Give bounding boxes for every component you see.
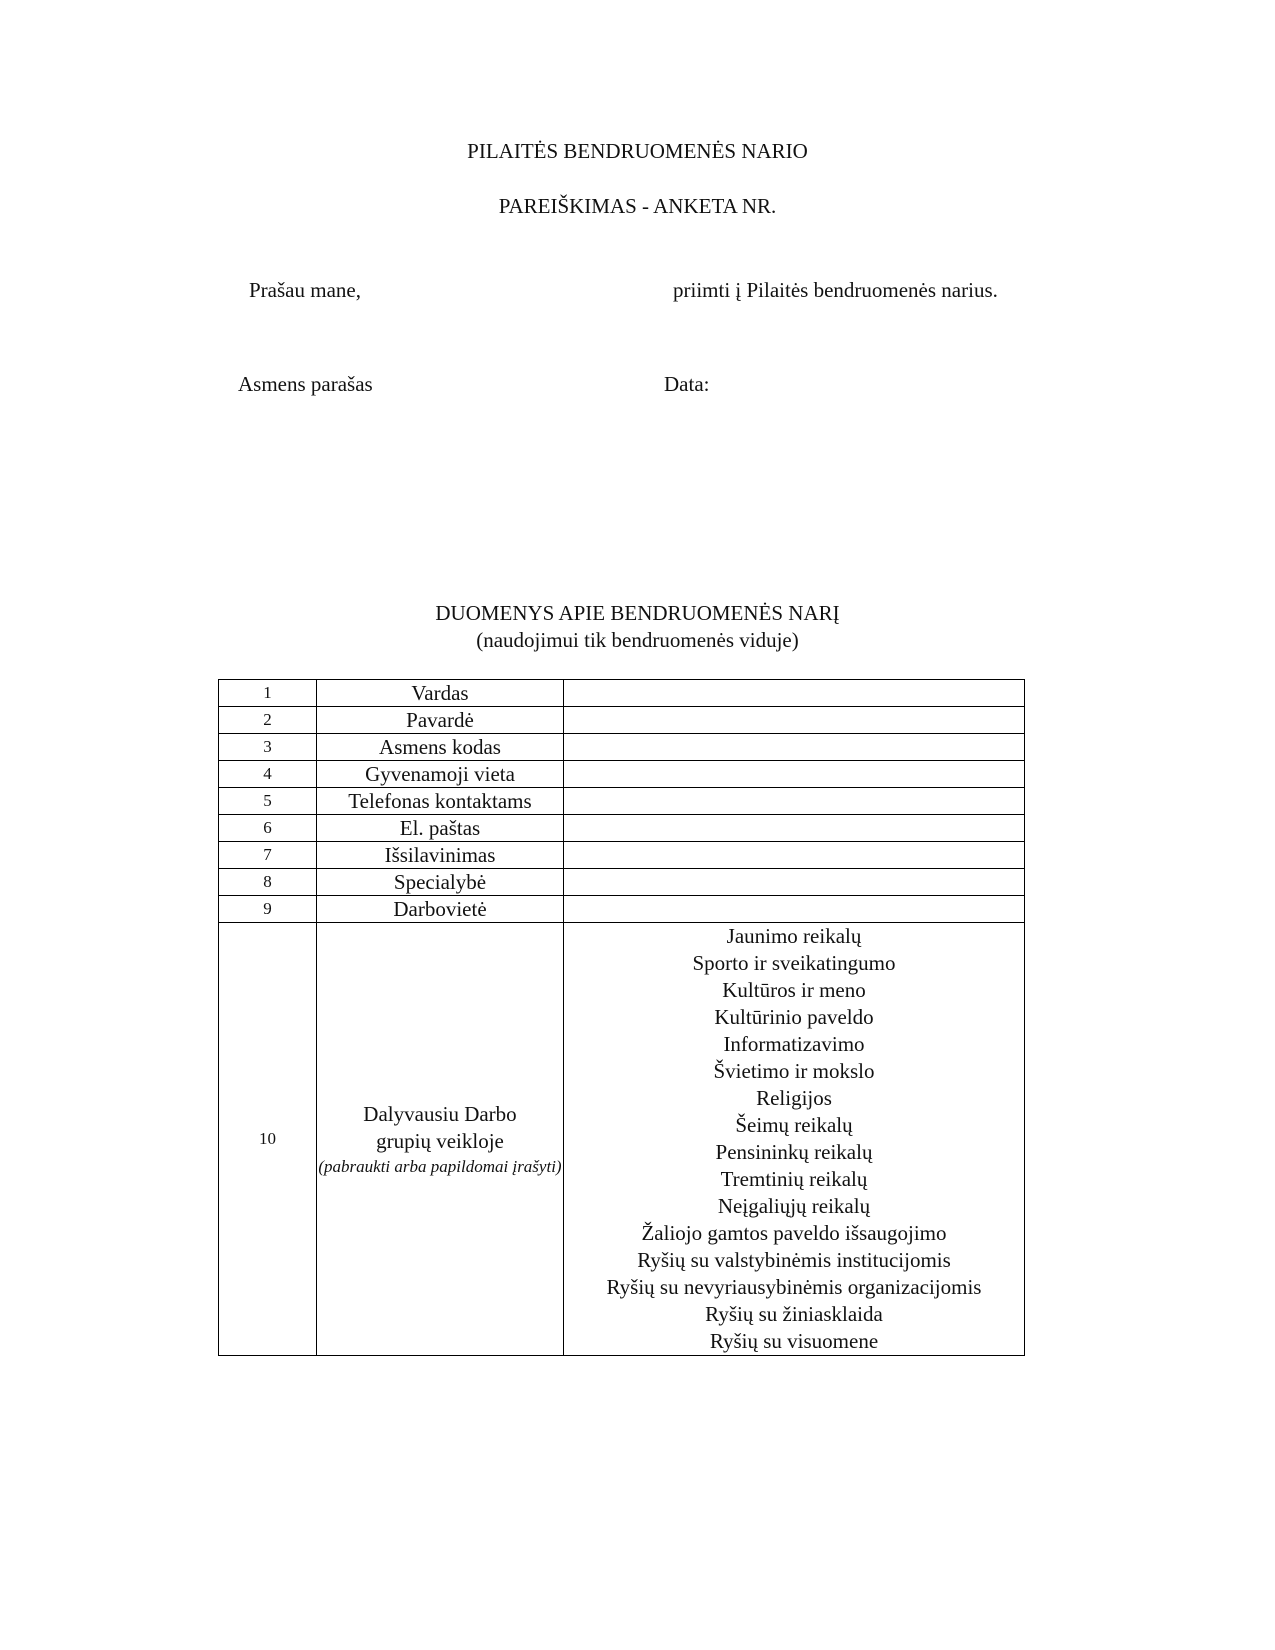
row-number: 3 <box>219 734 317 761</box>
work-groups-note: (pabraukti arba papildomai įrašyti) <box>318 1156 562 1176</box>
row-label: Išsilavinimas <box>317 842 564 869</box>
form-title-line1: PILAITĖS BENDRUOMENĖS NARIO <box>467 139 808 163</box>
row-value-field[interactable] <box>564 896 1025 923</box>
work-group-option[interactable]: Švietimo ir mokslo <box>713 1059 875 1083</box>
row-value-field[interactable] <box>564 788 1025 815</box>
table-row <box>219 869 1025 896</box>
row-label: Darbovietė <box>317 896 564 923</box>
work-groups-label-line1: Dalyvausiu Darbo <box>363 1101 517 1126</box>
table-row-work-groups <box>219 923 1025 1356</box>
work-groups-label-cell <box>317 923 564 1356</box>
work-group-option[interactable]: Sporto ir sveikatingumo <box>692 951 896 975</box>
work-group-option[interactable]: Pensininkų reikalų <box>715 1140 873 1164</box>
table-row <box>219 815 1025 842</box>
row-number: 6 <box>219 815 317 842</box>
table-row <box>219 761 1025 788</box>
row-label: Pavardė <box>317 707 564 734</box>
row-number: 8 <box>219 869 317 896</box>
member-data-table <box>218 679 1025 1356</box>
row-label: El. paštas <box>317 815 564 842</box>
request-suffix: priimti į Pilaitės bendruomenės narius. <box>673 278 998 302</box>
work-group-option[interactable]: Ryšių su valstybinėmis institucijomis <box>637 1248 951 1272</box>
table-row <box>219 896 1025 923</box>
table-row <box>219 734 1025 761</box>
row-label: Gyvenamoji vieta <box>317 761 564 788</box>
work-group-option[interactable]: Religijos <box>756 1086 832 1110</box>
table-row <box>219 788 1025 815</box>
row-label: Vardas <box>317 680 564 707</box>
work-group-option[interactable]: Žaliojo gamtos paveldo išsaugojimo <box>641 1221 947 1245</box>
work-group-option[interactable]: Jaunimo reikalų <box>726 924 862 948</box>
work-group-option[interactable]: Ryšių su nevyriausybinėmis organizacijomis <box>606 1275 982 1299</box>
table-row <box>219 707 1025 734</box>
work-group-option[interactable]: Kultūrinio paveldo <box>714 1005 874 1029</box>
row-value-field[interactable] <box>564 842 1025 869</box>
row-value-field[interactable] <box>564 680 1025 707</box>
row-number: 9 <box>219 896 317 923</box>
work-groups-list <box>564 923 1025 1356</box>
data-section-title: DUOMENYS APIE BENDRUOMENĖS NARĮ <box>435 601 840 625</box>
work-group-option[interactable]: Šeimų reikalų <box>735 1113 853 1137</box>
request-prefix: Prašau mane, <box>249 278 361 302</box>
row-number: 1 <box>219 680 317 707</box>
row-value-field[interactable] <box>564 707 1025 734</box>
row-number: 7 <box>219 842 317 869</box>
row-number: 2 <box>219 707 317 734</box>
row-value-field[interactable] <box>564 815 1025 842</box>
row-value-field[interactable] <box>564 734 1025 761</box>
data-section-subtitle: (naudojimui tik bendruomenės viduje) <box>476 628 799 652</box>
row-label: Asmens kodas <box>317 734 564 761</box>
work-group-option[interactable]: Neįgaliųjų reikalų <box>717 1194 871 1218</box>
row-label: Specialybė <box>317 869 564 896</box>
work-group-option[interactable]: Kultūros ir meno <box>722 978 866 1002</box>
work-group-option[interactable]: Ryšių su visuomene <box>709 1329 879 1353</box>
signature-label: Asmens parašas <box>238 372 373 396</box>
work-groups-label-line2: grupių veikloje <box>376 1128 504 1153</box>
work-group-option[interactable]: Ryšių su žiniasklaida <box>705 1302 883 1326</box>
table-row <box>219 680 1025 707</box>
row-number: 4 <box>219 761 317 788</box>
row-number: 10 <box>219 923 317 1356</box>
table-row <box>219 842 1025 869</box>
row-value-field[interactable] <box>564 761 1025 788</box>
row-value-field[interactable] <box>564 869 1025 896</box>
form-title-line2: PAREIŠKIMAS - ANKETA NR. <box>498 194 777 218</box>
row-label: Telefonas kontaktams <box>317 788 564 815</box>
work-group-option[interactable]: Informatizavimo <box>723 1032 865 1056</box>
date-label: Data: <box>664 372 710 396</box>
work-group-option[interactable]: Tremtinių reikalų <box>720 1167 868 1191</box>
row-number: 5 <box>219 788 317 815</box>
